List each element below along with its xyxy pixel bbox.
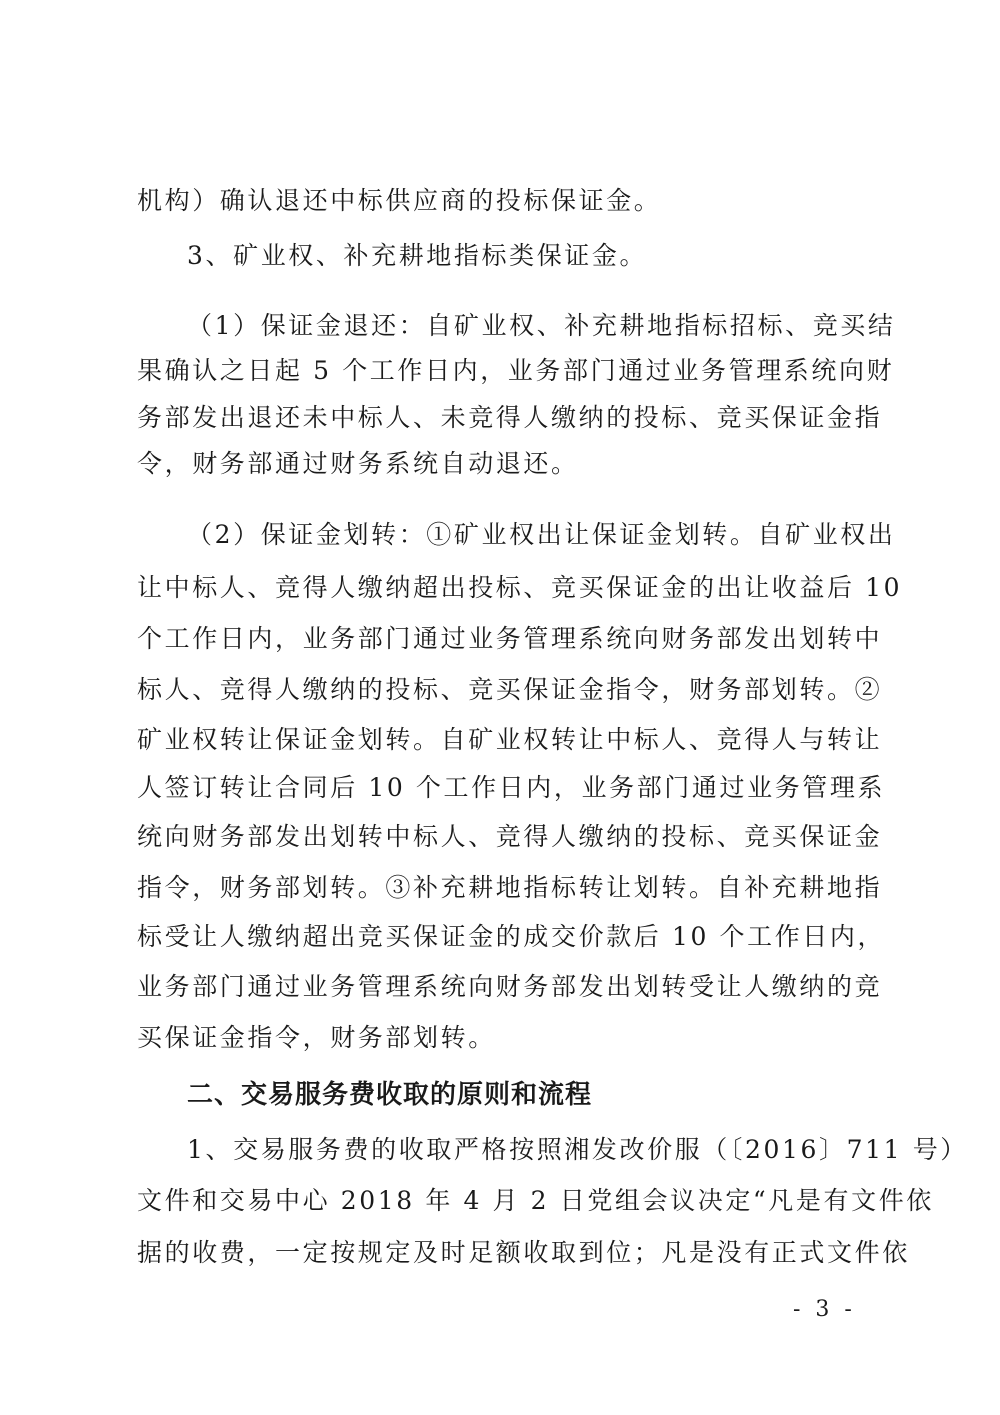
paragraph-line: （2）保证金划转：①矿业权出让保证金划转。自矿业权出 [187, 520, 896, 549]
paragraph-line: 标人、竞得人缴纳的投标、竞买保证金指令，财务部划转。② [137, 675, 883, 704]
paragraph-line: 据的收费，一定按规定及时足额收取到位；凡是没有正式文件依 [137, 1238, 910, 1267]
paragraph-line: 果确认之日起 5 个工作日内，业务部门通过业务管理系统向财 [137, 356, 895, 385]
paragraph-line: 人签订转让合同后 10 个工作日内，业务部门通过业务管理系 [137, 773, 886, 802]
paragraph-line: 让中标人、竞得人缴纳超出投标、竞买保证金的出让收益后 10 [137, 573, 903, 602]
paragraph-line: 令，财务部通过财务系统自动退还。 [137, 449, 579, 478]
page-number: - 3 - [793, 1297, 856, 1322]
paragraph-line: 个工作日内，业务部门通过业务管理系统向财务部发出划转中 [137, 624, 883, 653]
paragraph-line: 务部发出退还未中标人、未竞得人缴纳的投标、竞买保证金指 [137, 403, 883, 432]
paragraph-line: 机构）确认退还中标供应商的投标保证金。 [137, 186, 662, 215]
paragraph-line: 文件和交易中心 2018 年 4 月 2 日党组会议决定“凡是有文件依 [137, 1186, 934, 1215]
paragraph-line: 1、交易服务费的收取严格按照湘发改价服（〔2016〕711 号） [187, 1135, 968, 1164]
section-heading: 二、交易服务费收取的原则和流程 [187, 1080, 593, 1110]
paragraph-line: 标受让人缴纳超出竞买保证金的成交价款后 10 个工作日内， [137, 922, 886, 951]
paragraph-line: （1）保证金退还：自矿业权、补充耕地指标招标、竞买结 [187, 311, 896, 340]
paragraph-line: 矿业权转让保证金划转。自矿业权转让中标人、竞得人与转让 [137, 725, 883, 754]
subsection-heading: 3、矿业权、补充耕地指标类保证金。 [187, 241, 648, 270]
paragraph-line: 统向财务部发出划转中标人、竞得人缴纳的投标、竞买保证金 [137, 822, 883, 851]
paragraph-line: 指令，财务部划转。③补充耕地指标转让划转。自补充耕地指 [137, 873, 883, 902]
paragraph-line: 业务部门通过业务管理系统向财务部发出划转受让人缴纳的竞 [137, 972, 883, 1001]
paragraph-line: 买保证金指令，财务部划转。 [137, 1023, 496, 1052]
